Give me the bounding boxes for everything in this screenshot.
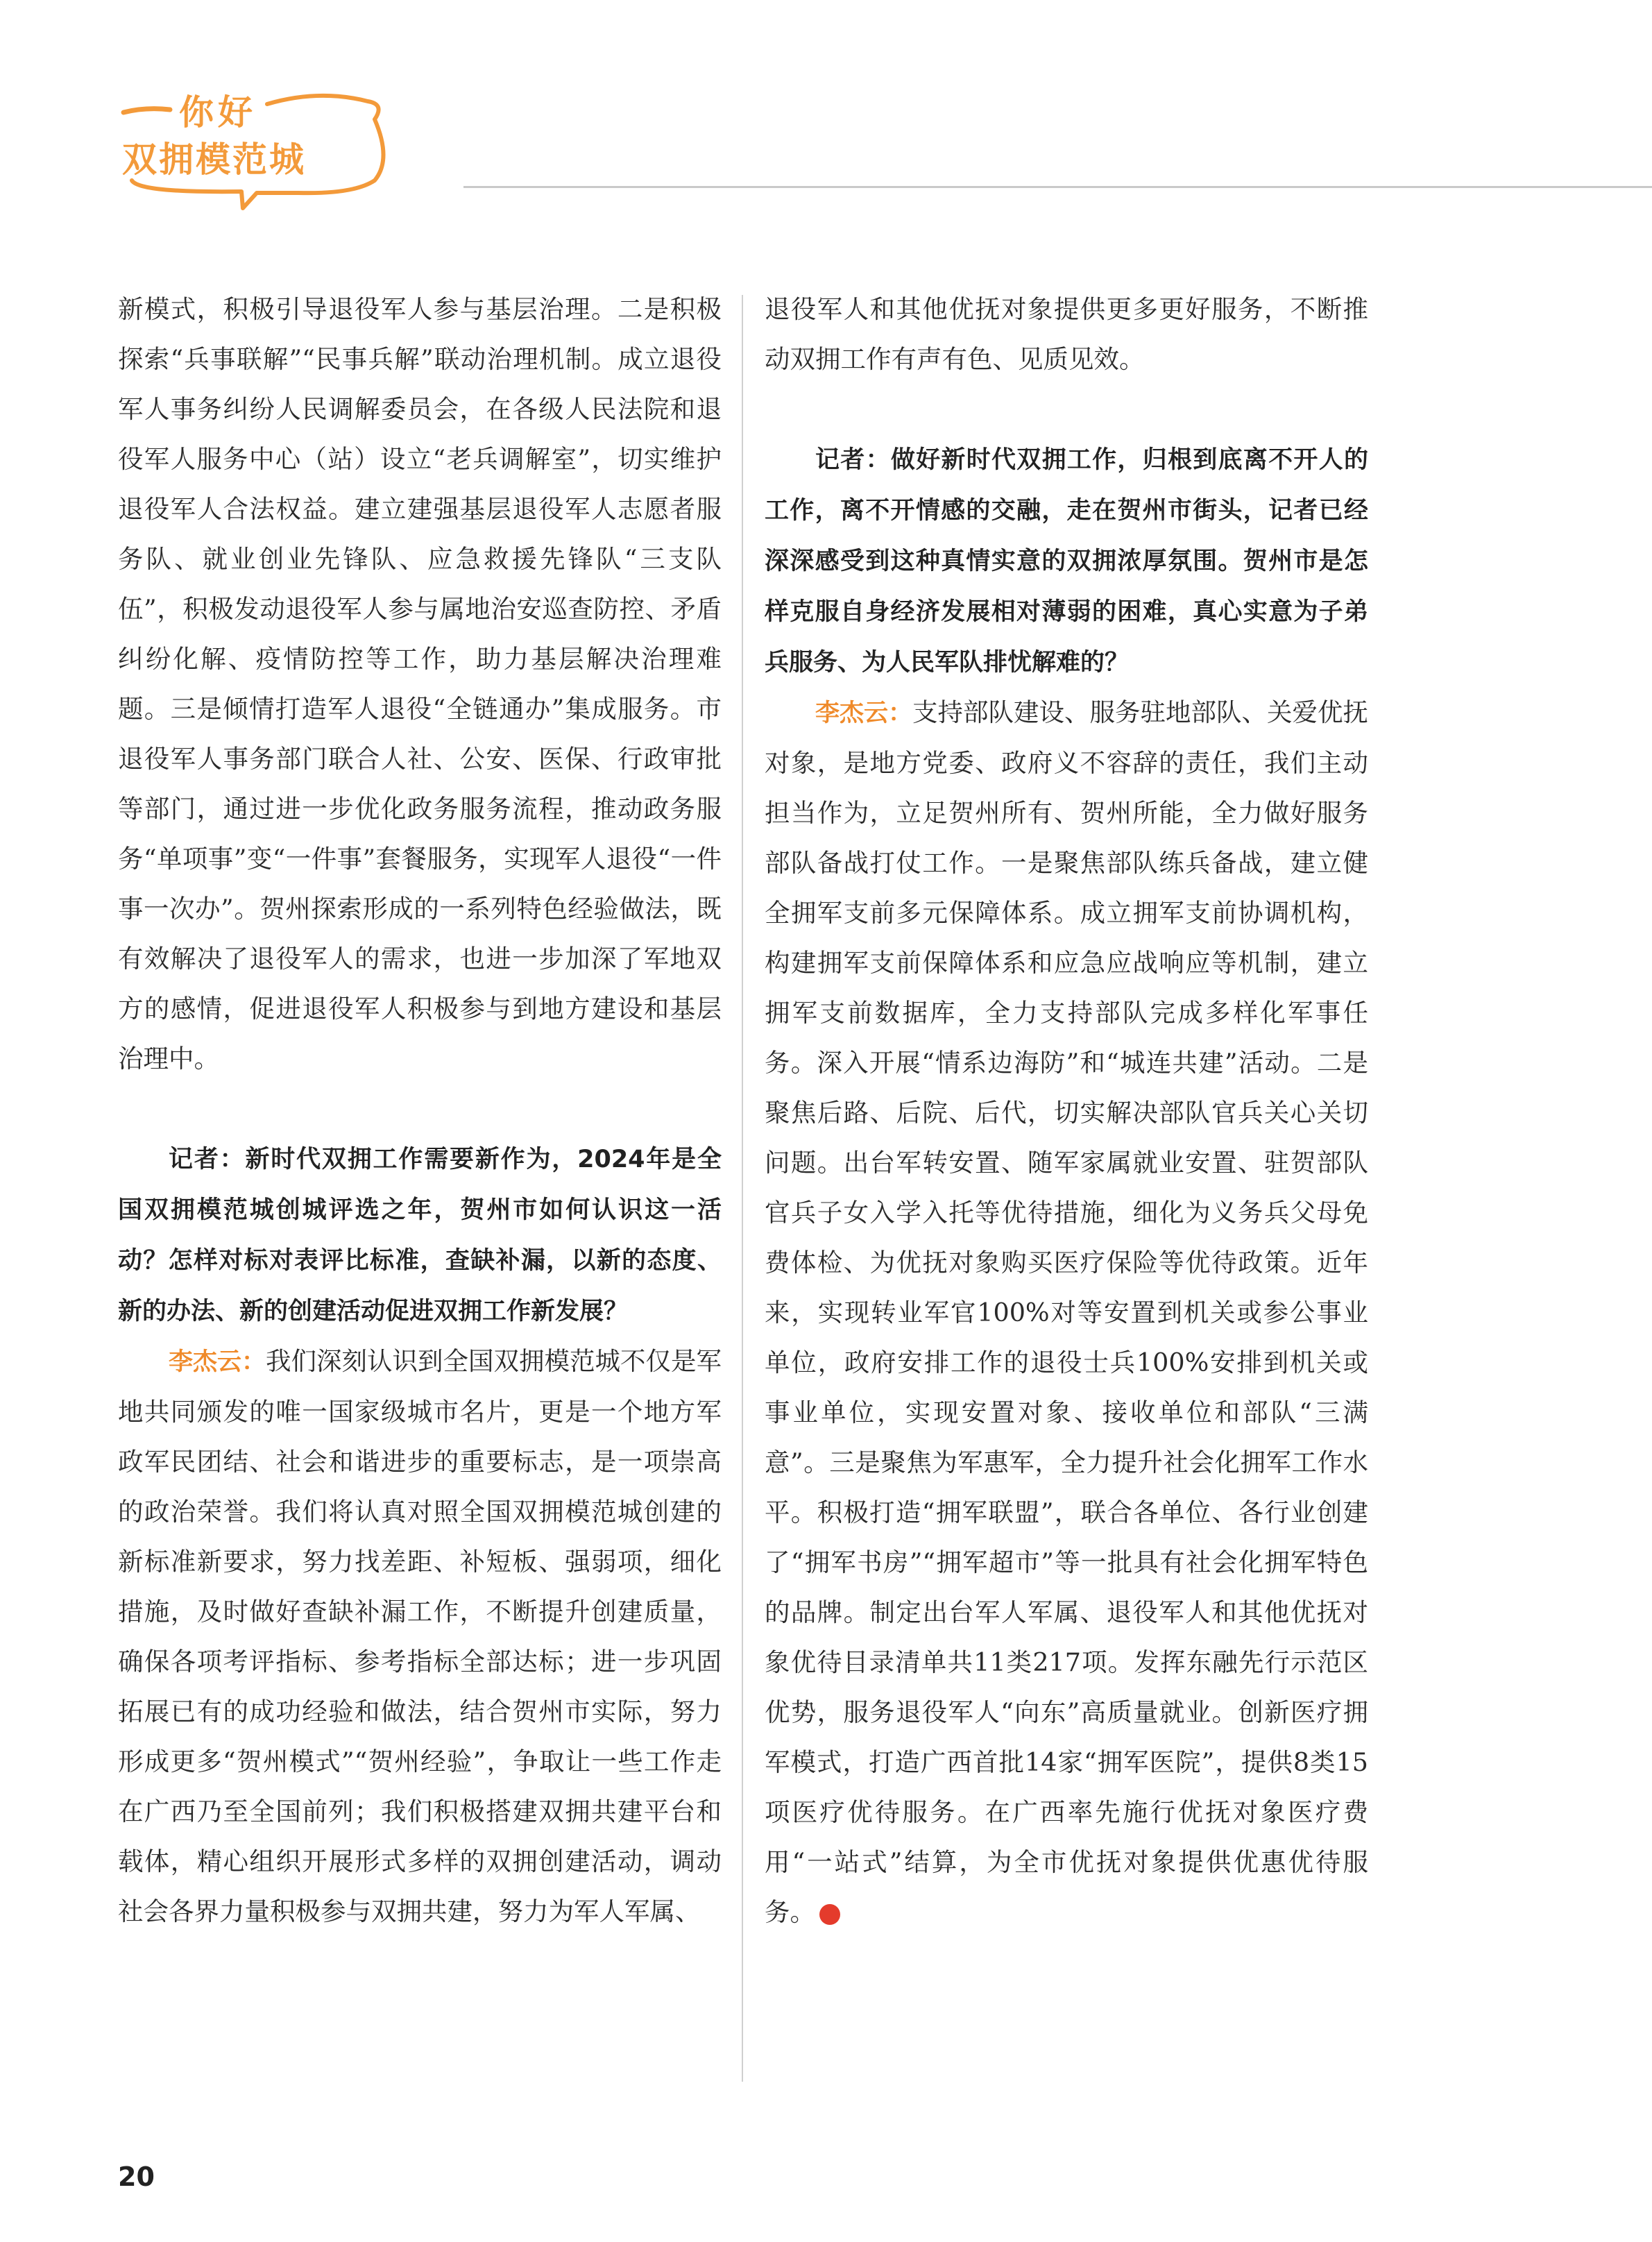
question <box>765 434 1368 688</box>
speaker-label: 李杰云： <box>169 1348 266 1376</box>
speaker-label: 李杰云： <box>815 699 913 727</box>
right-column <box>765 285 1368 1937</box>
question-text: 记者：做好新时代双拥工作，归根到底离不开人的工作，离不开情感的交融，走在贺州市街头，记者已经深深感受到这种真情实意的双拥浓厚氛围。贺州市是怎样克服自身经济发展相对薄弱的困难，真心实意为子弟兵服务、为人民军队排忧解难的？ <box>765 446 1368 677</box>
answer <box>118 1336 722 1937</box>
logo-text-hello: 你好 <box>179 92 257 133</box>
paragraph: 退役军人和其他优抚对象提供更多更好服务，不断推动双拥工作有声有色、见质见效。 <box>765 294 1368 374</box>
end-mark-icon: N <box>819 1904 840 1925</box>
page-number: 20 <box>118 2162 155 2192</box>
answer-text: 支持部队建设、服务驻地部队、关爱优抚对象，是地方党委、政府义不容辞的责任，我们主动担当作为，立足贺州所有、贺州所能，全力做好服务部队备战打仗工作。一是聚焦部队练兵备战，建立健全拥军支前多元保障体系。成立拥军支前协调机构，构建拥军支前保障体系和应急应战响应等机制，建立拥军支前数据库，全力支持部队完成多样化军事任务。深入开展“情系边海防”和“城连共建”活动。二是聚焦后路、后院、后代，切实解决部队官兵关心关切问题。出台军转安置、随军家属就业安置、驻贺部队官兵子女入学入托等优待措施，细化为义务兵父母免费体检、为优抚对象购买医疗保险等优待政策。近年来，实现转业军官100%对等安置到机关或参公事业单位，政府安排工作的退役士兵100%安排到机关或事业单位，实现安置对象、接收单位和部队“三满意”。三是聚焦为军惠军，全力提升社会化拥军工作水平。积极打造“拥军联盟”，联合各单位、各行业创建了“拥军书房”“拥军超市”等一批具有社会化拥军特色的品牌。制定出台军人军属、退役军人和其他优抚对象优待目录清单共11类217项。发挥东融先行示范区优势，服务退役军人“向东”高质量就业。创新医疗拥军模式，打造广西首批14家“拥军医院”，提供8类15项医疗优待服务。在广西率先施行优抚对象医疗费用“一站式”结算，为全市优抚对象提供优惠优待服务。 <box>765 697 1369 1927</box>
answer-text: 我们深刻认识到全国双拥模范城不仅是军地共同颁发的唯一国家级城市名片，更是一个地方军政军民团结、社会和谐进步的重要标志，是一项崇高的政治荣誉。我们将认真对照全国双拥模范城创建的新标准新要求，努力找差距、补短板、强弱项，细化措施，及时做好查缺补漏工作，不断提升创建质量，确保各项考评指标、参考指标全部达标；进一步巩固拓展已有的成功经验和做法，结合贺州市实际，努力形成更多“贺州模式”“贺州经验”，争取让一些工作走在广西乃至全国前列；我们积极搭建双拥共建平台和载体，精心组织开展形式多样的双拥创建活动，调动社会各界力量积极参与双拥共建，努力为军人军属、 <box>118 1346 722 1926</box>
question-text: 记者：新时代双拥工作需要新作为，2024年是全国双拥模范城创城评选之年，贺州市如何认识这一活动？怎样对标对表评比标准，查缺补漏，以新的态度、新的办法、新的创建活动促进双拥工作新发展？ <box>118 1146 722 1325</box>
left-column <box>118 285 722 1937</box>
answer <box>765 688 1368 1937</box>
paragraph: 新模式，积极引导退役军人参与基层治理。二是积极探索“兵事联解”“民事兵解”联动治理机制。成立退役军人事务纠纷人民调解委员会，在各级人民法院和退役军人服务中心（站）设立“老兵调解室”，切实维护退役军人合法权益。建立建强基层退役军人志愿者服务队、就业创业先锋队、应急救援先锋队“三支队伍”，积极发动退役军人参与属地治安巡查防控、矛盾纠纷化解、疫情防控等工作，助力基层解决治理难题。三是倾情打造军人退役“全链通办”集成服务。市退役军人事务部门联合人社、公安、医保、行政审批等部门，通过进一步优化政务服务流程，推动政务服务“单项事”变“一件事”套餐服务，实现军人退役“一件事一次办”。贺州探索形成的一系列特色经验做法，既有效解决了退役军人的需求，也进一步加深了军地双方的感情，促进退役军人积极参与到地方建设和基层治理中。 <box>118 294 722 1073</box>
question <box>118 1134 722 1336</box>
header-divider <box>463 186 1652 188</box>
column-divider <box>742 295 743 2082</box>
logo-text-model-city: 双拥模范城 <box>122 139 306 180</box>
